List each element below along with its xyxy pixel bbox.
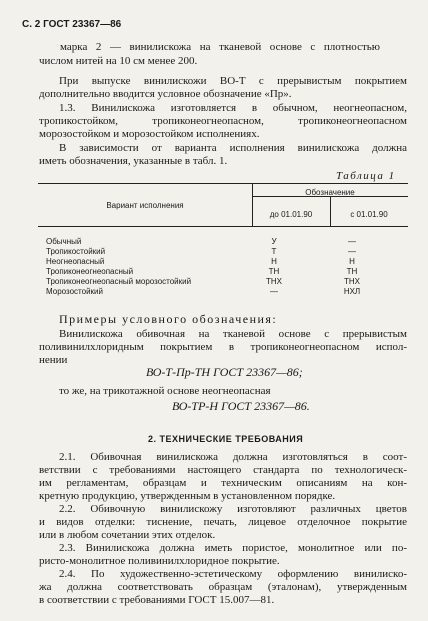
clause-2-2-line-2: и видов отделки: тиснение, печать, лицевое отделочное покрытие [39, 516, 407, 528]
intro-line-4: дополнительно вводится условное обозначение «Пр». [39, 88, 292, 100]
table-cell-after: — [348, 247, 356, 256]
table-cell-name: Тропиконеогнеопасный [46, 267, 134, 276]
table-cell-before: ТН [268, 267, 280, 276]
example-2-line: то же, на трикотажной основе неогнеопасная [59, 385, 271, 397]
table-cell-name: Морозостойкий [46, 287, 103, 296]
table-cell-after: НХЛ [343, 287, 361, 296]
table-cell-name: Обычный [46, 237, 82, 246]
table-cell-before: У [271, 237, 277, 246]
clause-1-3-line-3: морозостойком и морозостойком исполнениях. [39, 128, 260, 140]
table-cell-before: ТНХ [266, 277, 282, 286]
example-1-line-1: Винилискожа обивочная на тканевой основе с прерывистым [59, 328, 407, 340]
designation-example-2: ВО-ТР-Н ГОСТ 23367—86. [172, 399, 310, 413]
table-cell-name: Неогнеопасный [46, 257, 105, 266]
table-cell-after: — [348, 237, 356, 246]
dependency-line-2: иметь обозначения, указанные в табл. 1. [39, 155, 228, 167]
clause-2-3-line-1: 2.3. Винилискожа должна иметь пористое, монолитное или по- [59, 542, 407, 554]
clause-2-4-line-2: жа должна соответствовать образцам (эталонам), утвержденным [39, 581, 407, 593]
clause-2-4-line-3: в соответствии с требованиями ГОСТ 15.007—81. [39, 594, 275, 606]
clause-2-2-line-1: 2.2. Обивочную винилискожу изготовляют различных цветов [59, 503, 407, 515]
table-caption: Таблица 1 [336, 170, 396, 182]
clause-2-1-line-2: ветствии с требованиями настоящего стандарта по технологическ- [39, 464, 407, 476]
table-cell-before: Т [271, 247, 277, 256]
examples-heading: Примеры условного обозначения: [59, 312, 278, 326]
table-cell-name: Тропикостойкий [46, 247, 106, 256]
table-cell-after: ТН [346, 267, 358, 276]
intro-line-1: марка 2 — винилискожа на тканевой основе с плотностью [60, 41, 380, 53]
example-1-line-2: поливинилхлоридным покрытием в тропиконеогнеопасном испол- [39, 341, 407, 353]
table-col-group: Обозначение [305, 188, 355, 197]
table-header-rule [38, 226, 408, 227]
clause-2-3-line-2: ристо-монолитное поливинилхлоридное покрытие. [39, 555, 280, 567]
table-cell-after: ТНХ [344, 277, 360, 286]
table-col-variant: Вариант исполнения [106, 201, 184, 210]
example-1-line-3: нении [39, 354, 68, 366]
dependency-line-1: В зависимости от варианта исполнения винилискожа должна [59, 142, 407, 154]
designation-example-1: ВО-Т-Пр-ТН ГОСТ 23367—86; [146, 365, 303, 379]
table-col-before: до 01.01.90 [269, 210, 313, 219]
table-col-after: с 01.01.90 [350, 210, 388, 219]
table-top-rule [38, 183, 408, 184]
clause-2-4-line-1: 2.4. По художественно-эстетическому оформлению винилиско- [59, 568, 407, 580]
table-cell-after: Н [349, 257, 355, 266]
intro-line-3: При выпуске винилискожи ВО-Т с прерывистым покрытием [59, 75, 407, 87]
clause-2-2-line-3: или в любом сочетании этих отделок. [39, 529, 216, 541]
table-cell-name: Тропиконеогнеопасный морозостойкий [46, 277, 192, 286]
clause-1-3-line-1: 1.3. Винилискожа изготовляется в обычном, неогнеопасном, [59, 102, 407, 114]
clause-1-3-line-2: тропикостойком, тропиконеогнеопасном, тропиконеогнеопасном [39, 115, 407, 127]
clause-2-1-line-4: кретную продукцию, утвержденным в установленном порядке. [39, 490, 336, 502]
intro-line-2: числом нитей на 10 см менее 200. [39, 55, 198, 67]
clause-2-1-line-3: им регламентам, образцам и техническим описаниям на кон- [39, 477, 407, 489]
clause-2-1-line-1: 2.1. Обивочная винилискожа должна изготовляться в соот- [59, 451, 407, 463]
page-header: С. 2 ГОСТ 23367—86 [22, 19, 122, 30]
table-cell-before: Н [271, 257, 277, 266]
section-2-title: 2. ТЕХНИЧЕСКИЕ ТРЕБОВАНИЯ [148, 434, 304, 444]
table-cell-before: — [270, 287, 278, 296]
